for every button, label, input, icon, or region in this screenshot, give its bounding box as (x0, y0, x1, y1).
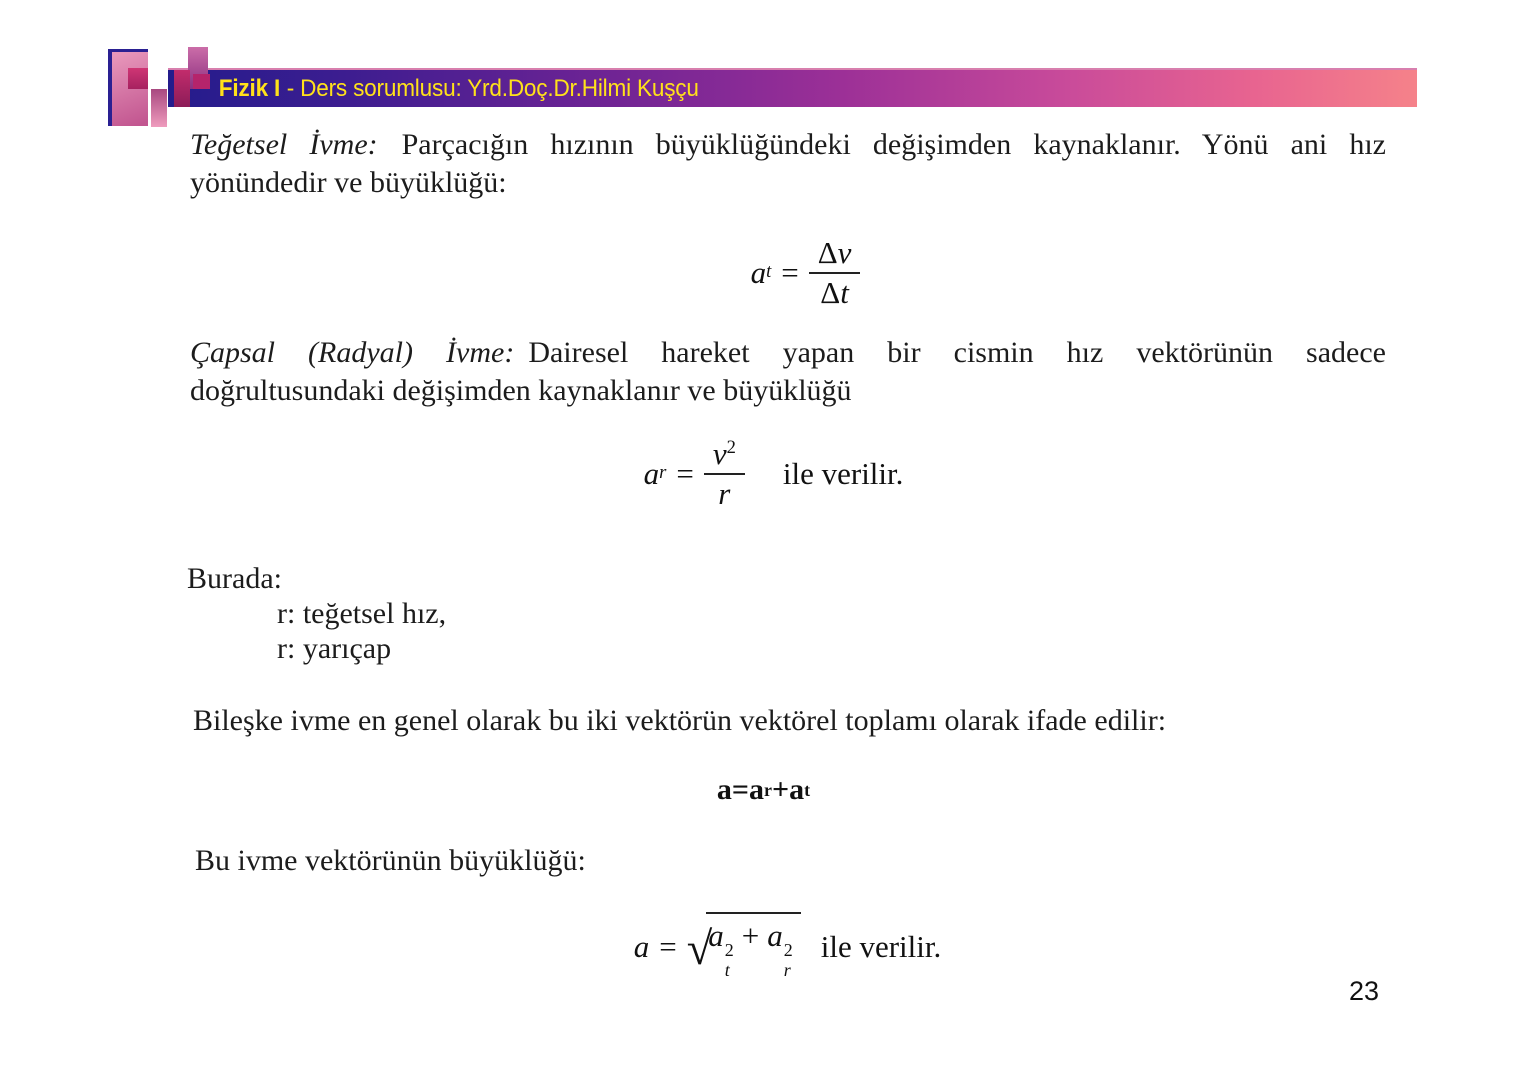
f3-sub-t: t (804, 780, 811, 800)
formula-magnitude (0, 912, 1527, 980)
paragraph-tangential-text: Parçacığın hızının büyüklüğündeki değişimden kaynaklanır. Yönü ani hız (401, 128, 1386, 161)
f2-equals: = (676, 456, 694, 492)
f4-var-a: a (633, 928, 650, 964)
burada-items (277, 596, 446, 666)
f4-radicand (706, 912, 800, 980)
term-capsal-ivme: Çapsal (Radyal) İvme: (190, 336, 515, 369)
paragraph-magnitude: Bu ivme vektörünün büyüklüğü: (195, 844, 586, 877)
f4-var-ar: a (767, 918, 783, 953)
f4-subt: t (724, 959, 730, 980)
f2-var-v: v (712, 436, 727, 471)
paragraph-radial (190, 334, 1386, 410)
f1-numerator (809, 235, 861, 274)
f1-var-a: a (750, 255, 767, 291)
burada-label: Burada: (187, 562, 282, 595)
decoration-square-tiny (193, 74, 210, 89)
f4-plus: + (741, 918, 760, 953)
f1-equals: = (781, 255, 799, 291)
formula-radial-acceleration (0, 436, 1527, 511)
f4-suffix: ile verilir. (820, 928, 942, 964)
definition-item: r: yarıçap (277, 632, 392, 665)
header-title (168, 75, 699, 103)
decoration-square-crimson (128, 68, 148, 89)
paragraph-tangential-line1 (190, 126, 1386, 164)
f1-var-v: v (837, 235, 852, 270)
f2-var-a: a (643, 456, 660, 492)
f1-var-t: t (840, 274, 849, 310)
f1-denominator (820, 274, 849, 311)
paragraph-tangential-line2: yönündedir ve büyüklüğü: (190, 166, 507, 199)
f3-var-a: a (716, 773, 732, 806)
f2-numerator (704, 436, 745, 475)
paragraph-radial-line1 (190, 334, 1386, 372)
f3-var-a2: a (749, 773, 764, 806)
f1-fraction (809, 235, 861, 310)
f1-delta2: Δ (820, 274, 841, 310)
f2-sup-2: 2 (726, 436, 736, 458)
formula-tangential-acceleration (0, 235, 1527, 310)
paragraph-radial-text: Dairesel hareket yapan bir cismin hız vektörünün sadece (528, 336, 1386, 369)
decoration-square-dark (174, 70, 190, 107)
f2-denominator: r (718, 475, 731, 511)
f4-sup2b: 2 (783, 939, 793, 960)
term-tegetsel-ivme: Teğetsel İvme: (190, 128, 378, 161)
f3-sub-r: r (764, 780, 772, 800)
f2-fraction (704, 436, 745, 511)
page-number: 23 (1349, 976, 1380, 1006)
definition-item: r: teğetsel hız, (277, 597, 447, 630)
f4-supsub-t (725, 941, 734, 981)
header-subtitle: - Ders sorumlusu: Yrd.Doç.Dr.Hilmi Kuşçu (286, 74, 699, 102)
square-root-icon: √ (686, 923, 713, 975)
f2-sub-r: r (659, 462, 667, 484)
f2-suffix: ile verilir. (782, 456, 904, 492)
paragraph-tangential (190, 126, 1386, 202)
decoration-square-small (151, 89, 167, 127)
f4-var-at: a (708, 918, 724, 953)
f3-equals: = (731, 773, 749, 806)
paragraph-resultant: Bileşke ivme en genel olarak bu iki vektörün vektörel toplamı olarak ifade edilir: (193, 704, 1167, 737)
f4-sup2a: 2 (724, 939, 734, 960)
f4-equals: = (659, 928, 677, 964)
paragraph-radial-line2: doğrultusundaki değişimden kaynaklanır ve büyüklüğü (190, 374, 852, 407)
f1-sub-t: t (766, 261, 772, 283)
f1-delta1: Δ (817, 235, 838, 270)
f4-subr: r (783, 959, 791, 980)
formula-vector-sum (0, 772, 1527, 808)
f4-supsub-r (784, 941, 793, 981)
header-bar (168, 68, 1417, 107)
f3-var-a3: a (789, 773, 805, 806)
f3-plus: + (772, 773, 790, 806)
course-name: Fizik I (218, 74, 281, 102)
